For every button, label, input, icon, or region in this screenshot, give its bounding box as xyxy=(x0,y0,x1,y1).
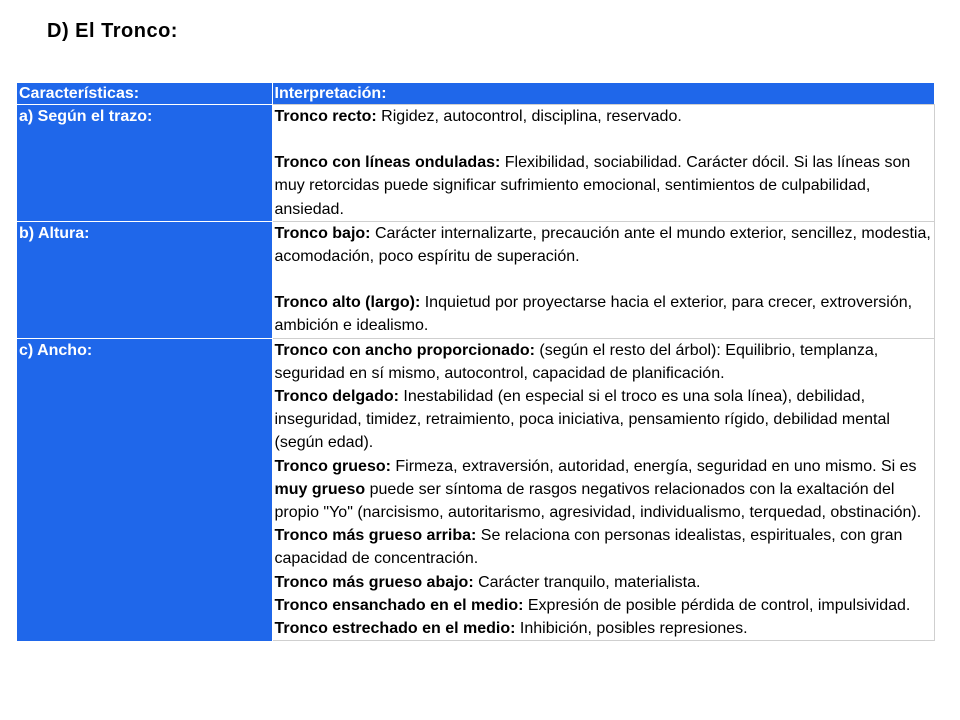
entry-tronco-alto xyxy=(275,291,932,337)
row-label-trazo: a) Según el trazo: xyxy=(17,105,272,222)
entry-text: Expresión de posible pérdida de control, impulsividad. xyxy=(523,596,911,614)
page-title: D) El Tronco: xyxy=(47,20,178,42)
entry-text: Rigidez, autocontrol, disciplina, reservado. xyxy=(376,108,682,125)
entry-term: Tronco recto: xyxy=(274,108,377,125)
table-row xyxy=(17,221,934,338)
entry-text: Firmeza, extraversión, autoridad, energía, seguridad en uno mismo. Si es xyxy=(390,457,917,475)
entry-tronco-proporcionado xyxy=(275,339,932,385)
entry-term-emphasis: muy grueso xyxy=(274,480,366,498)
entry-tronco-grueso-abajo xyxy=(275,571,932,594)
row-interpretation-ancho xyxy=(272,338,934,641)
entry-tronco-estrechado xyxy=(275,617,932,640)
column-header-characteristics: Características: xyxy=(17,83,272,105)
entry-text: Carácter tranquilo, materialista. xyxy=(473,573,701,591)
table-header-row xyxy=(17,83,934,105)
entry-text: Inquietud por proyectarse hacia el exterior, para crecer, extroversión, ambición e idealismo. xyxy=(274,294,913,335)
entry-tronco-grueso-arriba xyxy=(275,524,932,570)
entry-term: Tronco bajo: xyxy=(274,224,371,242)
entry-term: Tronco con ancho proporcionado: xyxy=(274,341,535,359)
entry-tronco-ensanchado xyxy=(275,594,932,617)
entry-tronco-bajo xyxy=(275,222,932,268)
row-interpretation-altura xyxy=(272,221,934,338)
row-label-ancho: c) Ancho: xyxy=(17,338,272,641)
entry-term: Tronco con líneas onduladas: xyxy=(274,154,501,172)
entry-text: Se relaciona con personas idealistas, espirituales, con gran capacidad de concentración. xyxy=(274,527,903,568)
entry-text: Carácter internalizarte, precaución ante el mundo exterior, sencillez, modestia, acomodación, poco espíritu de superación. xyxy=(274,224,931,266)
entry-term: Tronco estrechado en el medio: xyxy=(274,620,516,638)
entry-term: Tronco más grueso arriba: xyxy=(274,527,477,545)
row-label-altura: b) Altura: xyxy=(17,221,272,338)
trunk-characteristics-table xyxy=(17,83,935,641)
entry-tronco-grueso xyxy=(275,455,932,525)
table-row xyxy=(17,338,934,641)
entry-text: Inestabilidad (en especial si el troco es una sola línea), debilidad, inseguridad, timidez, retraimiento, poca iniciativa, pensamiento rígido, debilidad mental (según edad). xyxy=(274,388,890,452)
table-row xyxy=(17,105,934,222)
entry-term: Tronco ensanchado en el medio: xyxy=(274,596,524,614)
entry-text: Inhibición, posibles represiones. xyxy=(515,620,748,638)
entry-term: Tronco grueso: xyxy=(274,457,391,475)
entry-text: Flexibilidad, sociabilidad. Carácter dócil. Si las líneas son muy retorcidas puede significar sufrimiento emocional, sentimientos de culpabilidad, ansiedad. xyxy=(274,154,911,218)
entry-term: Tronco delgado: xyxy=(274,388,399,406)
entry-text: puede ser síntoma de rasgos negativos relacionados con la exaltación del propio "Yo" (narcisismo, autoritarismo, agresividad, individualismo, terquedad, obstinación). xyxy=(274,480,922,522)
entry-term: Tronco alto (largo): xyxy=(274,294,421,312)
row-interpretation-trazo xyxy=(272,105,934,222)
entry-text: (según el resto del árbol): Equilibrio, templanza, seguridad en sí mismo, autocontrol, capacidad de planificación. xyxy=(274,341,879,382)
entry-tronco-recto xyxy=(275,105,932,128)
spacer xyxy=(275,268,932,291)
entry-tronco-ondulado xyxy=(275,151,932,221)
column-header-interpretation: Interpretación: xyxy=(272,83,934,105)
entry-term: Tronco más grueso abajo: xyxy=(274,573,474,591)
spacer xyxy=(275,128,932,151)
entry-tronco-delgado xyxy=(275,385,932,455)
